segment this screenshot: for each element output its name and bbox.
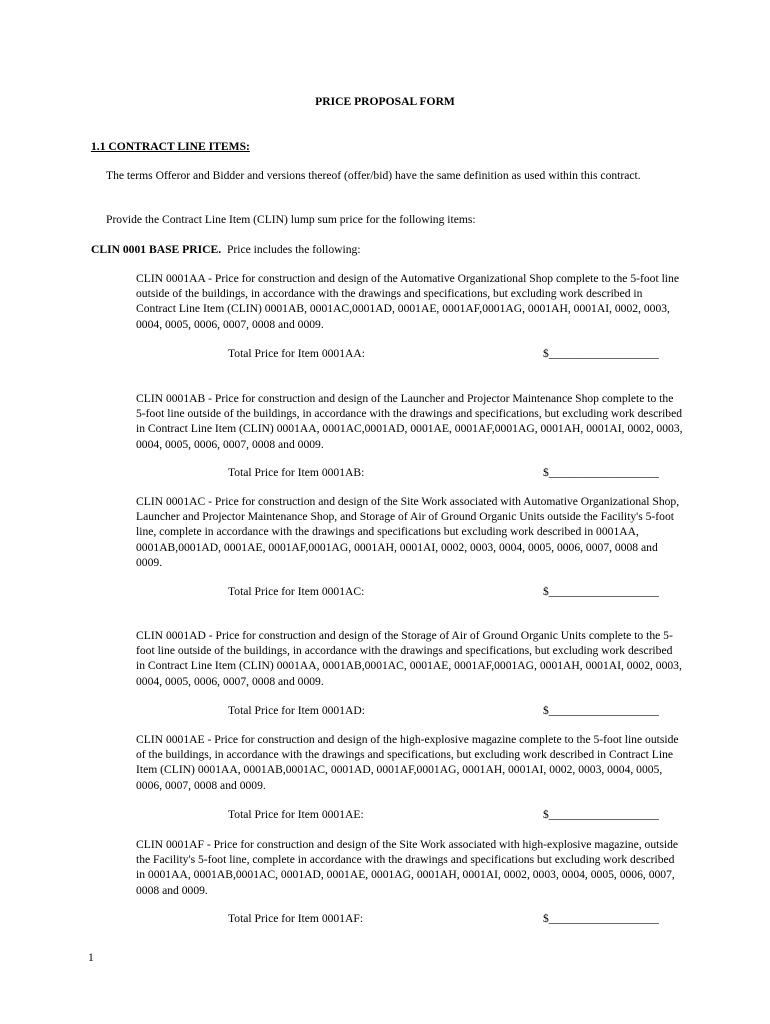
clin-heading-bold: CLIN 0001 BASE PRICE.: [91, 243, 222, 256]
clin-heading-text: Price includes the following:: [221, 243, 361, 256]
clin-item-description-0001af: CLIN 0001AF - Price for construction and design of the Site Work associated with high-explosive magazine, outside the Facility's 5-foot line, complete in accordance with the drawings and specifications but excluding work described in 0001AA, 0001AB,0001AC, 0001AD, 0001AE, 0001AG, 0001AH, 0001AI, 0002, 0003, 0004, 0005, 0006, 0007, 0008 and 0009.: [136, 838, 679, 897]
intro-paragraph-definitions: The terms Offeror and Bidder and versions thereof (offer/bid) have the same definition as used within this contract.: [106, 169, 641, 182]
total-price-field-0001af[interactable]: $___________________: [543, 912, 659, 925]
total-price-field-0001aa[interactable]: $___________________: [543, 347, 659, 360]
page-number: 1: [88, 951, 94, 964]
clin-item-description-0001ab: CLIN 0001AB - Price for construction and design of the Launcher and Projector Maintenance Shop complete to the 5-foot line outside of the buildings, in accordance with the drawings and specifications, but excluding work described in Contract Line Item (CLIN) 0001AA, 0001AC,0001AD, 0001AE, 0001AF,0001AG, 0001AH, 0001AI, 0002, 0003, 0004, 0005, 0006, 0007, 0008 and 0009.: [136, 392, 683, 451]
clin-item-description-0001ad: CLIN 0001AD - Price for construction and design of the Storage of Air of Ground Organic Units complete to the 5-foot line outside of the buildings, in accordance with the drawings and specifications, but excluding work described in Contract Line Item (CLIN) 0001AA, 0001AB,0001AC, 0001AE, 0001AF,0001AG, 0001AH, 0001AI, 0002, 0003, 0004, 0005, 0006, 0007, 0008 and 0009.: [136, 629, 682, 688]
clin-item-description-0001ac: CLIN 0001AC - Price for construction and design of the Site Work associated with Automative Organizational Shop, Launcher and Projector Maintenance Shop, and Storage of Air of Ground Organic Units outside the Facility's 5-foot line, complete in accordance with the drawings and specifications but excluding work described in 0001AA, 0001AB,0001AD, 0001AE, 0001AF,0001AG, 0001AH, 0001AI, 0002, 0003, 0004, 0005, 0006, 0007, 0008 and 0009.: [136, 495, 680, 569]
total-price-label-0001ac: Total Price for Item 0001AC:: [228, 585, 365, 598]
total-price-field-0001ae[interactable]: $___________________: [543, 808, 659, 821]
clin-heading: [91, 242, 361, 257]
total-price-label-0001ad: Total Price for Item 0001AD:: [228, 704, 365, 717]
total-price-label-0001ab: Total Price for Item 0001AB:: [228, 466, 365, 479]
total-price-field-0001ad[interactable]: $___________________: [543, 704, 659, 717]
section-heading: 1.1 CONTRACT LINE ITEMS:: [91, 140, 250, 153]
total-price-field-0001ac[interactable]: $___________________: [543, 585, 659, 598]
total-price-label-0001aa: Total Price for Item 0001AA:: [228, 347, 365, 360]
clin-item-description-0001ae: CLIN 0001AE - Price for construction and design of the high-explosive magazine complete to the 5-foot line outside of the buildings, in accordance with the drawings and specifications, but excluding work described in Contract Line Item (CLIN) 0001AA, 0001AB,0001AC, 0001AD, 0001AF,0001AG, 0001AH, 0001AI, 0002, 0003, 0004, 0005, 0006, 0007, 0008 and 0009.: [136, 733, 679, 792]
intro-paragraph-instructions: Provide the Contract Line Item (CLIN) lump sum price for the following items:: [106, 213, 476, 226]
total-price-label-0001af: Total Price for Item 0001AF:: [228, 912, 364, 925]
clin-item-description-0001aa: CLIN 0001AA - Price for construction and design of the Automative Organizational Shop complete to the 5-foot line outside of the buildings, in accordance with the drawings and specifications, but excluding work described in Contract Line Item (CLIN) 0001AB, 0001AC,0001AD, 0001AE, 0001AF,0001AG, 0001AH, 0001AI, 0002, 0003, 0004, 0005, 0006, 0007, 0008 and 0009.: [136, 272, 679, 331]
total-price-field-0001ab[interactable]: $___________________: [543, 466, 659, 479]
total-price-label-0001ae: Total Price for Item 0001AE:: [228, 808, 364, 821]
form-title: PRICE PROPOSAL FORM: [315, 95, 455, 108]
